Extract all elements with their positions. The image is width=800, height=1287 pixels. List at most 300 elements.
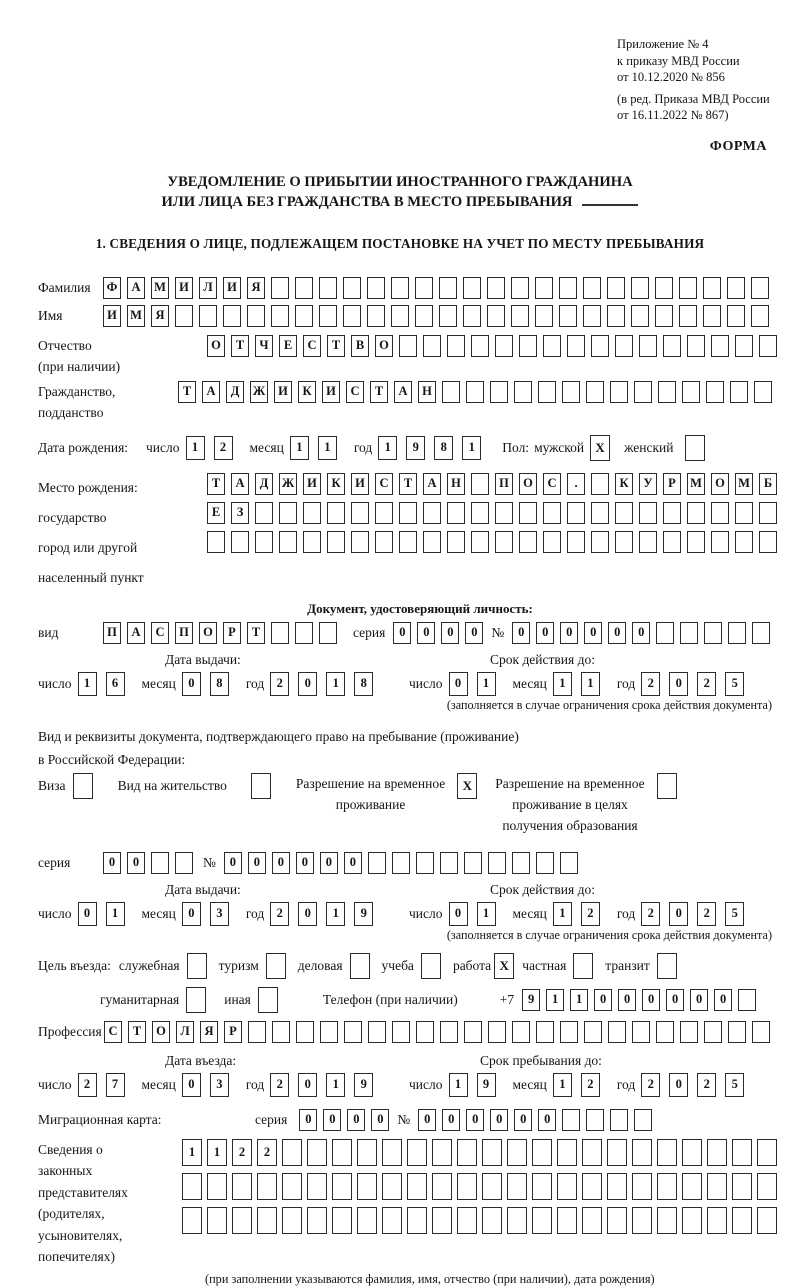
char-cell[interactable] — [657, 1173, 677, 1200]
char-cell[interactable] — [591, 335, 609, 357]
char-cell[interactable] — [663, 531, 681, 553]
char-cell[interactable]: О — [375, 335, 393, 357]
char-cell[interactable] — [519, 502, 537, 524]
char-cell[interactable] — [757, 1173, 777, 1200]
char-cell[interactable] — [706, 381, 724, 403]
char-cell[interactable]: 9 — [354, 902, 373, 926]
char-cell[interactable]: Е — [279, 335, 297, 357]
char-cell[interactable] — [543, 502, 561, 524]
char-cell[interactable]: 0 — [594, 989, 612, 1011]
char-cell[interactable]: З — [231, 502, 249, 524]
char-cell[interactable] — [591, 502, 609, 524]
char-cell[interactable] — [442, 381, 460, 403]
char-cell[interactable] — [583, 277, 601, 299]
char-cell[interactable] — [207, 1207, 227, 1234]
char-cell[interactable] — [507, 1173, 527, 1200]
char-cell[interactable] — [639, 531, 657, 553]
char-cell[interactable] — [439, 305, 457, 327]
char-cell[interactable]: С — [543, 473, 561, 495]
char-cell[interactable]: 1 — [546, 989, 564, 1011]
char-cell[interactable] — [375, 531, 393, 553]
char-cell[interactable]: Н — [447, 473, 465, 495]
char-cell[interactable] — [257, 1207, 277, 1234]
char-cell[interactable] — [562, 381, 580, 403]
char-cell[interactable]: 0 — [669, 672, 688, 696]
char-cell[interactable]: Р — [223, 622, 241, 644]
char-cell[interactable] — [307, 1207, 327, 1234]
char-cell[interactable]: 0 — [442, 1109, 460, 1131]
char-cell[interactable]: 5 — [725, 672, 744, 696]
char-cell[interactable] — [343, 305, 361, 327]
char-cell[interactable] — [711, 335, 729, 357]
char-cell[interactable] — [511, 305, 529, 327]
char-cell[interactable] — [332, 1173, 352, 1200]
char-cell[interactable] — [562, 1109, 580, 1131]
char-cell[interactable] — [567, 531, 585, 553]
char-cell[interactable] — [591, 473, 609, 495]
char-cell[interactable]: М — [127, 305, 145, 327]
char-cell[interactable] — [464, 852, 482, 874]
char-cell[interactable] — [271, 622, 289, 644]
char-cell[interactable] — [392, 852, 410, 874]
char-cell[interactable]: 0 — [182, 672, 201, 696]
char-cell[interactable]: 0 — [248, 852, 266, 874]
char-cell[interactable]: И — [303, 473, 321, 495]
char-cell[interactable]: Н — [418, 381, 436, 403]
char-cell[interactable]: Я — [247, 277, 265, 299]
char-cell[interactable] — [490, 381, 508, 403]
char-cell[interactable]: 0 — [632, 622, 650, 644]
char-cell[interactable] — [487, 305, 505, 327]
char-cell[interactable] — [399, 335, 417, 357]
char-cell[interactable] — [507, 1207, 527, 1234]
char-cell[interactable] — [632, 1173, 652, 1200]
char-cell[interactable] — [567, 335, 585, 357]
char-cell[interactable] — [423, 502, 441, 524]
char-cell[interactable] — [295, 622, 313, 644]
char-cell[interactable] — [182, 1173, 202, 1200]
char-cell[interactable] — [223, 305, 241, 327]
char-cell[interactable] — [751, 277, 769, 299]
char-cell[interactable] — [447, 335, 465, 357]
char-cell[interactable]: Б — [759, 473, 777, 495]
char-cell[interactable]: 0 — [127, 852, 145, 874]
char-cell[interactable] — [407, 1207, 427, 1234]
char-cell[interactable] — [582, 1207, 602, 1234]
char-cell[interactable] — [175, 305, 193, 327]
char-cell[interactable] — [757, 1139, 777, 1166]
char-cell[interactable] — [392, 1021, 410, 1043]
char-cell[interactable]: С — [151, 622, 169, 644]
visa-checkbox[interactable] — [73, 773, 93, 799]
char-cell[interactable]: 8 — [354, 672, 373, 696]
char-cell[interactable] — [271, 305, 289, 327]
char-cell[interactable] — [482, 1139, 502, 1166]
char-cell[interactable]: 0 — [690, 989, 708, 1011]
char-cell[interactable] — [631, 277, 649, 299]
char-cell[interactable] — [487, 277, 505, 299]
purpose-checkbox-private[interactable] — [573, 953, 593, 979]
char-cell[interactable] — [279, 502, 297, 524]
char-cell[interactable]: 9 — [522, 989, 540, 1011]
char-cell[interactable]: А — [394, 381, 412, 403]
char-cell[interactable] — [495, 335, 513, 357]
char-cell[interactable]: Д — [255, 473, 273, 495]
char-cell[interactable] — [680, 1021, 698, 1043]
char-cell[interactable] — [584, 1021, 602, 1043]
char-cell[interactable] — [463, 305, 481, 327]
char-cell[interactable] — [279, 531, 297, 553]
char-cell[interactable] — [751, 305, 769, 327]
char-cell[interactable]: 0 — [323, 1109, 341, 1131]
char-cell[interactable] — [207, 1173, 227, 1200]
char-cell[interactable]: 2 — [270, 1073, 289, 1097]
char-cell[interactable] — [423, 531, 441, 553]
char-cell[interactable] — [319, 277, 337, 299]
char-cell[interactable] — [357, 1207, 377, 1234]
char-cell[interactable]: А — [231, 473, 249, 495]
char-cell[interactable] — [759, 531, 777, 553]
char-cell[interactable] — [382, 1173, 402, 1200]
char-cell[interactable]: 3 — [210, 902, 229, 926]
char-cell[interactable]: 2 — [270, 902, 289, 926]
char-cell[interactable] — [512, 852, 530, 874]
char-cell[interactable] — [732, 1207, 752, 1234]
char-cell[interactable] — [687, 502, 705, 524]
char-cell[interactable] — [632, 1207, 652, 1234]
char-cell[interactable] — [512, 1021, 530, 1043]
char-cell[interactable] — [707, 1139, 727, 1166]
char-cell[interactable] — [607, 277, 625, 299]
char-cell[interactable]: 0 — [78, 902, 97, 926]
char-cell[interactable]: О — [199, 622, 217, 644]
char-cell[interactable]: 1 — [326, 1073, 345, 1097]
char-cell[interactable]: Ф — [103, 277, 121, 299]
char-cell[interactable]: К — [327, 473, 345, 495]
char-cell[interactable] — [447, 502, 465, 524]
char-cell[interactable] — [457, 1139, 477, 1166]
char-cell[interactable] — [344, 1021, 362, 1043]
char-cell[interactable] — [399, 502, 417, 524]
char-cell[interactable] — [682, 381, 700, 403]
char-cell[interactable]: 0 — [182, 902, 201, 926]
char-cell[interactable] — [607, 1139, 627, 1166]
char-cell[interactable]: Л — [176, 1021, 194, 1043]
char-cell[interactable]: Т — [399, 473, 417, 495]
char-cell[interactable]: А — [127, 277, 145, 299]
char-cell[interactable] — [282, 1173, 302, 1200]
char-cell[interactable]: 2 — [697, 902, 716, 926]
char-cell[interactable]: 1 — [207, 1139, 227, 1166]
char-cell[interactable] — [303, 502, 321, 524]
char-cell[interactable] — [367, 305, 385, 327]
char-cell[interactable]: И — [223, 277, 241, 299]
char-cell[interactable]: 2 — [270, 672, 289, 696]
char-cell[interactable] — [320, 1021, 338, 1043]
char-cell[interactable] — [391, 277, 409, 299]
char-cell[interactable]: 2 — [697, 672, 716, 696]
char-cell[interactable] — [582, 1139, 602, 1166]
char-cell[interactable]: Р — [663, 473, 681, 495]
char-cell[interactable]: 0 — [103, 852, 121, 874]
char-cell[interactable]: 3 — [210, 1073, 229, 1097]
char-cell[interactable] — [735, 502, 753, 524]
purpose-checkbox-study[interactable] — [421, 953, 441, 979]
char-cell[interactable] — [327, 502, 345, 524]
char-cell[interactable]: 0 — [441, 622, 459, 644]
char-cell[interactable] — [703, 277, 721, 299]
char-cell[interactable] — [391, 305, 409, 327]
purpose-checkbox-tourism[interactable] — [266, 953, 286, 979]
char-cell[interactable] — [351, 531, 369, 553]
char-cell[interactable]: 1 — [318, 436, 337, 460]
char-cell[interactable] — [582, 1173, 602, 1200]
char-cell[interactable]: 0 — [320, 852, 338, 874]
char-cell[interactable] — [586, 381, 604, 403]
char-cell[interactable] — [535, 277, 553, 299]
char-cell[interactable] — [557, 1139, 577, 1166]
char-cell[interactable] — [399, 531, 417, 553]
char-cell[interactable] — [207, 531, 225, 553]
char-cell[interactable] — [248, 1021, 266, 1043]
char-cell[interactable]: О — [711, 473, 729, 495]
char-cell[interactable]: О — [519, 473, 537, 495]
char-cell[interactable] — [495, 502, 513, 524]
char-cell[interactable] — [282, 1139, 302, 1166]
char-cell[interactable]: И — [322, 381, 340, 403]
char-cell[interactable] — [536, 852, 554, 874]
char-cell[interactable] — [232, 1173, 252, 1200]
char-cell[interactable] — [557, 1207, 577, 1234]
char-cell[interactable] — [532, 1139, 552, 1166]
char-cell[interactable] — [735, 531, 753, 553]
char-cell[interactable] — [535, 305, 553, 327]
char-cell[interactable]: В — [351, 335, 369, 357]
char-cell[interactable] — [416, 1021, 434, 1043]
residence-permit-checkbox[interactable] — [251, 773, 271, 799]
char-cell[interactable]: 0 — [298, 1073, 317, 1097]
char-cell[interactable]: 1 — [186, 436, 205, 460]
purpose-checkbox-work[interactable]: X — [494, 953, 514, 979]
purpose-checkbox-transit[interactable] — [657, 953, 677, 979]
char-cell[interactable]: 0 — [393, 622, 411, 644]
char-cell[interactable] — [752, 1021, 770, 1043]
char-cell[interactable] — [351, 502, 369, 524]
char-cell[interactable] — [495, 531, 513, 553]
char-cell[interactable]: 2 — [697, 1073, 716, 1097]
char-cell[interactable]: Т — [247, 622, 265, 644]
char-cell[interactable]: И — [103, 305, 121, 327]
char-cell[interactable]: Я — [151, 305, 169, 327]
char-cell[interactable] — [657, 1207, 677, 1234]
char-cell[interactable]: 0 — [618, 989, 636, 1011]
char-cell[interactable] — [679, 305, 697, 327]
char-cell[interactable] — [634, 381, 652, 403]
char-cell[interactable]: Ч — [255, 335, 273, 357]
char-cell[interactable] — [307, 1173, 327, 1200]
char-cell[interactable]: И — [351, 473, 369, 495]
char-cell[interactable]: Т — [231, 335, 249, 357]
char-cell[interactable]: Я — [200, 1021, 218, 1043]
char-cell[interactable] — [507, 1139, 527, 1166]
char-cell[interactable] — [440, 852, 458, 874]
char-cell[interactable] — [632, 1021, 650, 1043]
char-cell[interactable]: Т — [207, 473, 225, 495]
temp-residence-edu-checkbox[interactable] — [657, 773, 677, 799]
char-cell[interactable] — [639, 335, 657, 357]
char-cell[interactable] — [680, 622, 698, 644]
char-cell[interactable]: 0 — [298, 902, 317, 926]
char-cell[interactable]: С — [303, 335, 321, 357]
char-cell[interactable] — [488, 852, 506, 874]
char-cell[interactable]: 0 — [298, 672, 317, 696]
char-cell[interactable] — [432, 1173, 452, 1200]
char-cell[interactable]: 0 — [417, 622, 435, 644]
char-cell[interactable] — [543, 335, 561, 357]
char-cell[interactable]: М — [735, 473, 753, 495]
char-cell[interactable] — [519, 335, 537, 357]
char-cell[interactable]: 2 — [581, 902, 600, 926]
char-cell[interactable]: 1 — [477, 902, 496, 926]
char-cell[interactable] — [440, 1021, 458, 1043]
char-cell[interactable]: 1 — [570, 989, 588, 1011]
char-cell[interactable]: О — [152, 1021, 170, 1043]
char-cell[interactable] — [687, 531, 705, 553]
char-cell[interactable]: С — [104, 1021, 122, 1043]
purpose-checkbox-business-trip[interactable] — [187, 953, 207, 979]
char-cell[interactable] — [357, 1139, 377, 1166]
char-cell[interactable] — [586, 1109, 604, 1131]
char-cell[interactable] — [295, 277, 313, 299]
char-cell[interactable] — [711, 531, 729, 553]
char-cell[interactable] — [532, 1207, 552, 1234]
char-cell[interactable]: 5 — [725, 1073, 744, 1097]
char-cell[interactable] — [663, 502, 681, 524]
temp-residence-checkbox[interactable]: X — [457, 773, 477, 799]
purpose-checkbox-business[interactable] — [350, 953, 370, 979]
char-cell[interactable]: Ж — [250, 381, 268, 403]
char-cell[interactable]: 0 — [514, 1109, 532, 1131]
char-cell[interactable] — [407, 1139, 427, 1166]
char-cell[interactable]: 9 — [354, 1073, 373, 1097]
char-cell[interactable]: А — [202, 381, 220, 403]
char-cell[interactable]: 1 — [106, 902, 125, 926]
char-cell[interactable]: А — [423, 473, 441, 495]
char-cell[interactable]: 1 — [78, 672, 97, 696]
char-cell[interactable] — [151, 852, 169, 874]
char-cell[interactable] — [343, 277, 361, 299]
char-cell[interactable] — [687, 335, 705, 357]
char-cell[interactable]: 0 — [224, 852, 242, 874]
char-cell[interactable] — [307, 1139, 327, 1166]
char-cell[interactable] — [607, 305, 625, 327]
char-cell[interactable] — [607, 1173, 627, 1200]
char-cell[interactable] — [583, 305, 601, 327]
char-cell[interactable] — [231, 531, 249, 553]
char-cell[interactable] — [357, 1173, 377, 1200]
char-cell[interactable]: 0 — [296, 852, 314, 874]
char-cell[interactable]: 0 — [449, 902, 468, 926]
char-cell[interactable]: 0 — [490, 1109, 508, 1131]
char-cell[interactable] — [632, 1139, 652, 1166]
char-cell[interactable]: 1 — [378, 436, 397, 460]
char-cell[interactable]: 2 — [232, 1139, 252, 1166]
char-cell[interactable]: 1 — [477, 672, 496, 696]
char-cell[interactable]: П — [495, 473, 513, 495]
char-cell[interactable] — [538, 381, 556, 403]
char-cell[interactable]: Р — [224, 1021, 242, 1043]
char-cell[interactable] — [567, 502, 585, 524]
char-cell[interactable]: 1 — [553, 1073, 572, 1097]
char-cell[interactable] — [232, 1207, 252, 1234]
char-cell[interactable] — [471, 502, 489, 524]
char-cell[interactable]: 1 — [553, 672, 572, 696]
char-cell[interactable] — [730, 381, 748, 403]
char-cell[interactable] — [703, 305, 721, 327]
char-cell[interactable] — [634, 1109, 652, 1131]
char-cell[interactable] — [607, 1207, 627, 1234]
char-cell[interactable] — [511, 277, 529, 299]
char-cell[interactable]: 0 — [560, 622, 578, 644]
char-cell[interactable] — [615, 335, 633, 357]
male-checkbox[interactable]: X — [590, 435, 610, 461]
char-cell[interactable]: А — [127, 622, 145, 644]
char-cell[interactable] — [319, 305, 337, 327]
char-cell[interactable]: 0 — [669, 902, 688, 926]
char-cell[interactable] — [655, 277, 673, 299]
char-cell[interactable] — [543, 531, 561, 553]
char-cell[interactable]: Д — [226, 381, 244, 403]
char-cell[interactable]: 0 — [344, 852, 362, 874]
char-cell[interactable] — [303, 531, 321, 553]
char-cell[interactable]: 0 — [538, 1109, 556, 1131]
char-cell[interactable] — [615, 502, 633, 524]
char-cell[interactable]: 0 — [666, 989, 684, 1011]
char-cell[interactable] — [754, 381, 772, 403]
char-cell[interactable]: 8 — [434, 436, 453, 460]
char-cell[interactable] — [557, 1173, 577, 1200]
char-cell[interactable] — [199, 305, 217, 327]
char-cell[interactable] — [536, 1021, 554, 1043]
char-cell[interactable] — [728, 1021, 746, 1043]
char-cell[interactable]: Т — [128, 1021, 146, 1043]
char-cell[interactable] — [488, 1021, 506, 1043]
char-cell[interactable] — [272, 1021, 290, 1043]
char-cell[interactable] — [735, 335, 753, 357]
char-cell[interactable]: 2 — [257, 1139, 277, 1166]
char-cell[interactable]: К — [298, 381, 316, 403]
char-cell[interactable]: 0 — [584, 622, 602, 644]
char-cell[interactable] — [655, 305, 673, 327]
char-cell[interactable] — [711, 502, 729, 524]
char-cell[interactable]: 0 — [347, 1109, 365, 1131]
char-cell[interactable]: И — [175, 277, 193, 299]
char-cell[interactable]: 1 — [290, 436, 309, 460]
char-cell[interactable] — [471, 531, 489, 553]
char-cell[interactable] — [255, 502, 273, 524]
char-cell[interactable]: С — [346, 381, 364, 403]
char-cell[interactable]: . — [567, 473, 585, 495]
char-cell[interactable] — [295, 305, 313, 327]
char-cell[interactable]: 1 — [326, 672, 345, 696]
char-cell[interactable] — [559, 305, 577, 327]
char-cell[interactable] — [255, 531, 273, 553]
char-cell[interactable] — [738, 989, 756, 1011]
char-cell[interactable] — [382, 1207, 402, 1234]
char-cell[interactable] — [368, 852, 386, 874]
char-cell[interactable]: Л — [199, 277, 217, 299]
char-cell[interactable]: П — [103, 622, 121, 644]
